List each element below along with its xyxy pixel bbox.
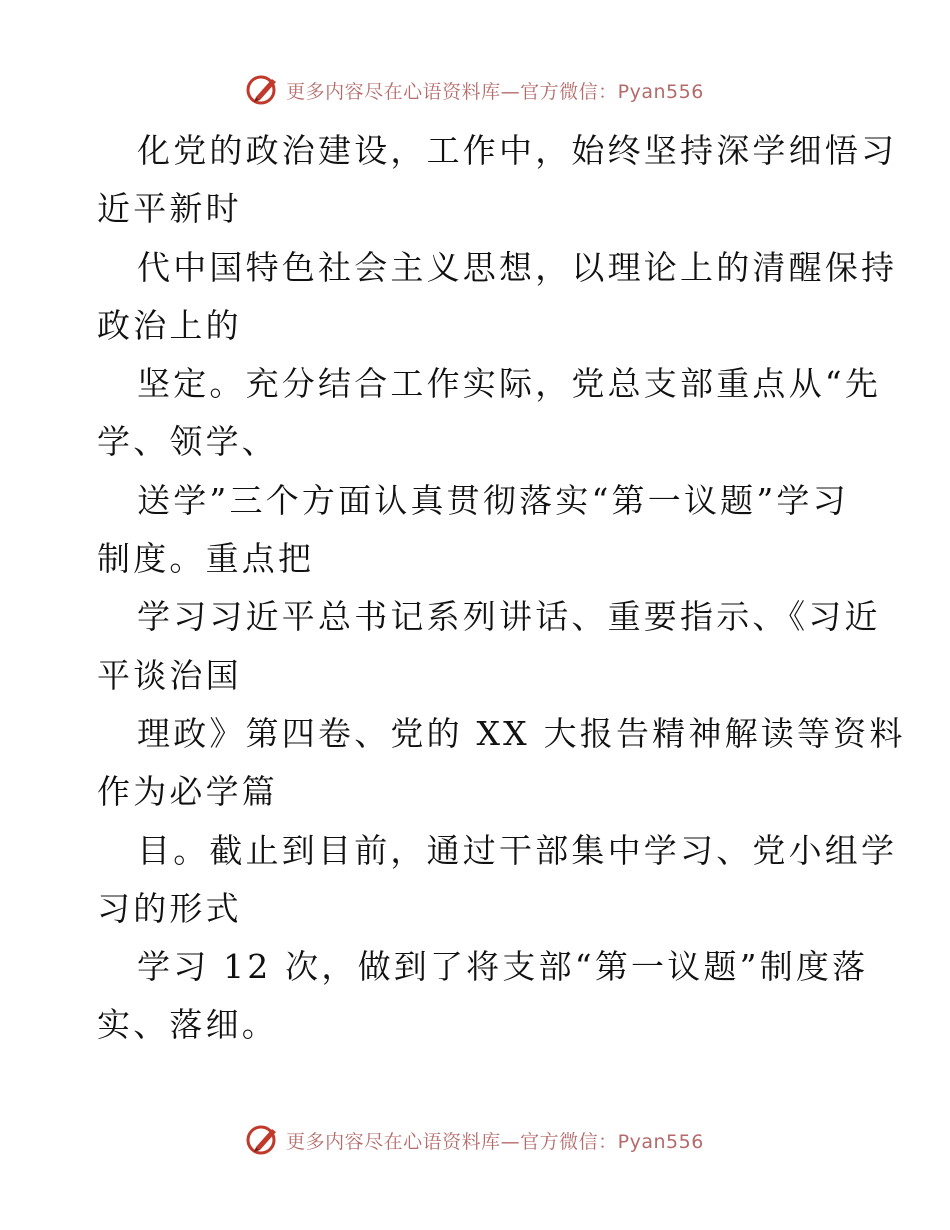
text-line: 送学”三个方面认真贯彻落实“第一议题”学习 xyxy=(137,480,849,520)
red-pen-icon xyxy=(246,1123,280,1157)
text-line: 实、落细。 xyxy=(97,1005,278,1045)
text-line: 学、领学、 xyxy=(97,422,278,462)
text-line: 作为必学篇 xyxy=(97,772,278,812)
text-line: 学习习近平总书记系列讲话、重要指示、《习近 xyxy=(137,597,881,637)
footer-watermark xyxy=(0,1120,950,1160)
text-line: 目。截止到目前，通过干部集中学习、党小组学 xyxy=(137,830,898,870)
text-line: 近平新时 xyxy=(97,189,242,229)
watermark-text: 更多内容尽在心语资料库—官方微信：Pyan556 xyxy=(286,80,704,103)
text-line: 代中国特色社会主义思想，以理论上的清醒保持 xyxy=(137,247,898,287)
text-line: 化党的政治建设，工作中，始终坚持深学细悟习 xyxy=(137,131,898,170)
text-line: 习的形式 xyxy=(97,888,242,928)
text-line: 政治上的 xyxy=(97,305,242,345)
text-line: 坚定。充分结合工作实际，党总支部重点从“先 xyxy=(137,364,882,404)
red-pen-icon xyxy=(246,73,280,107)
text-line: 平谈治国 xyxy=(97,655,242,695)
text-line: 学习 12 次，做到了将支部“第一议题”制度落 xyxy=(137,947,869,987)
header-watermark xyxy=(0,70,950,110)
document-body xyxy=(97,122,906,1055)
text-line: 理政》第四卷、党的 XX 大报告精神解读等资料 xyxy=(137,713,906,753)
watermark-text: 更多内容尽在心语资料库—官方微信：Pyan556 xyxy=(286,1130,704,1153)
text-line: 制度。重点把 xyxy=(97,539,315,579)
